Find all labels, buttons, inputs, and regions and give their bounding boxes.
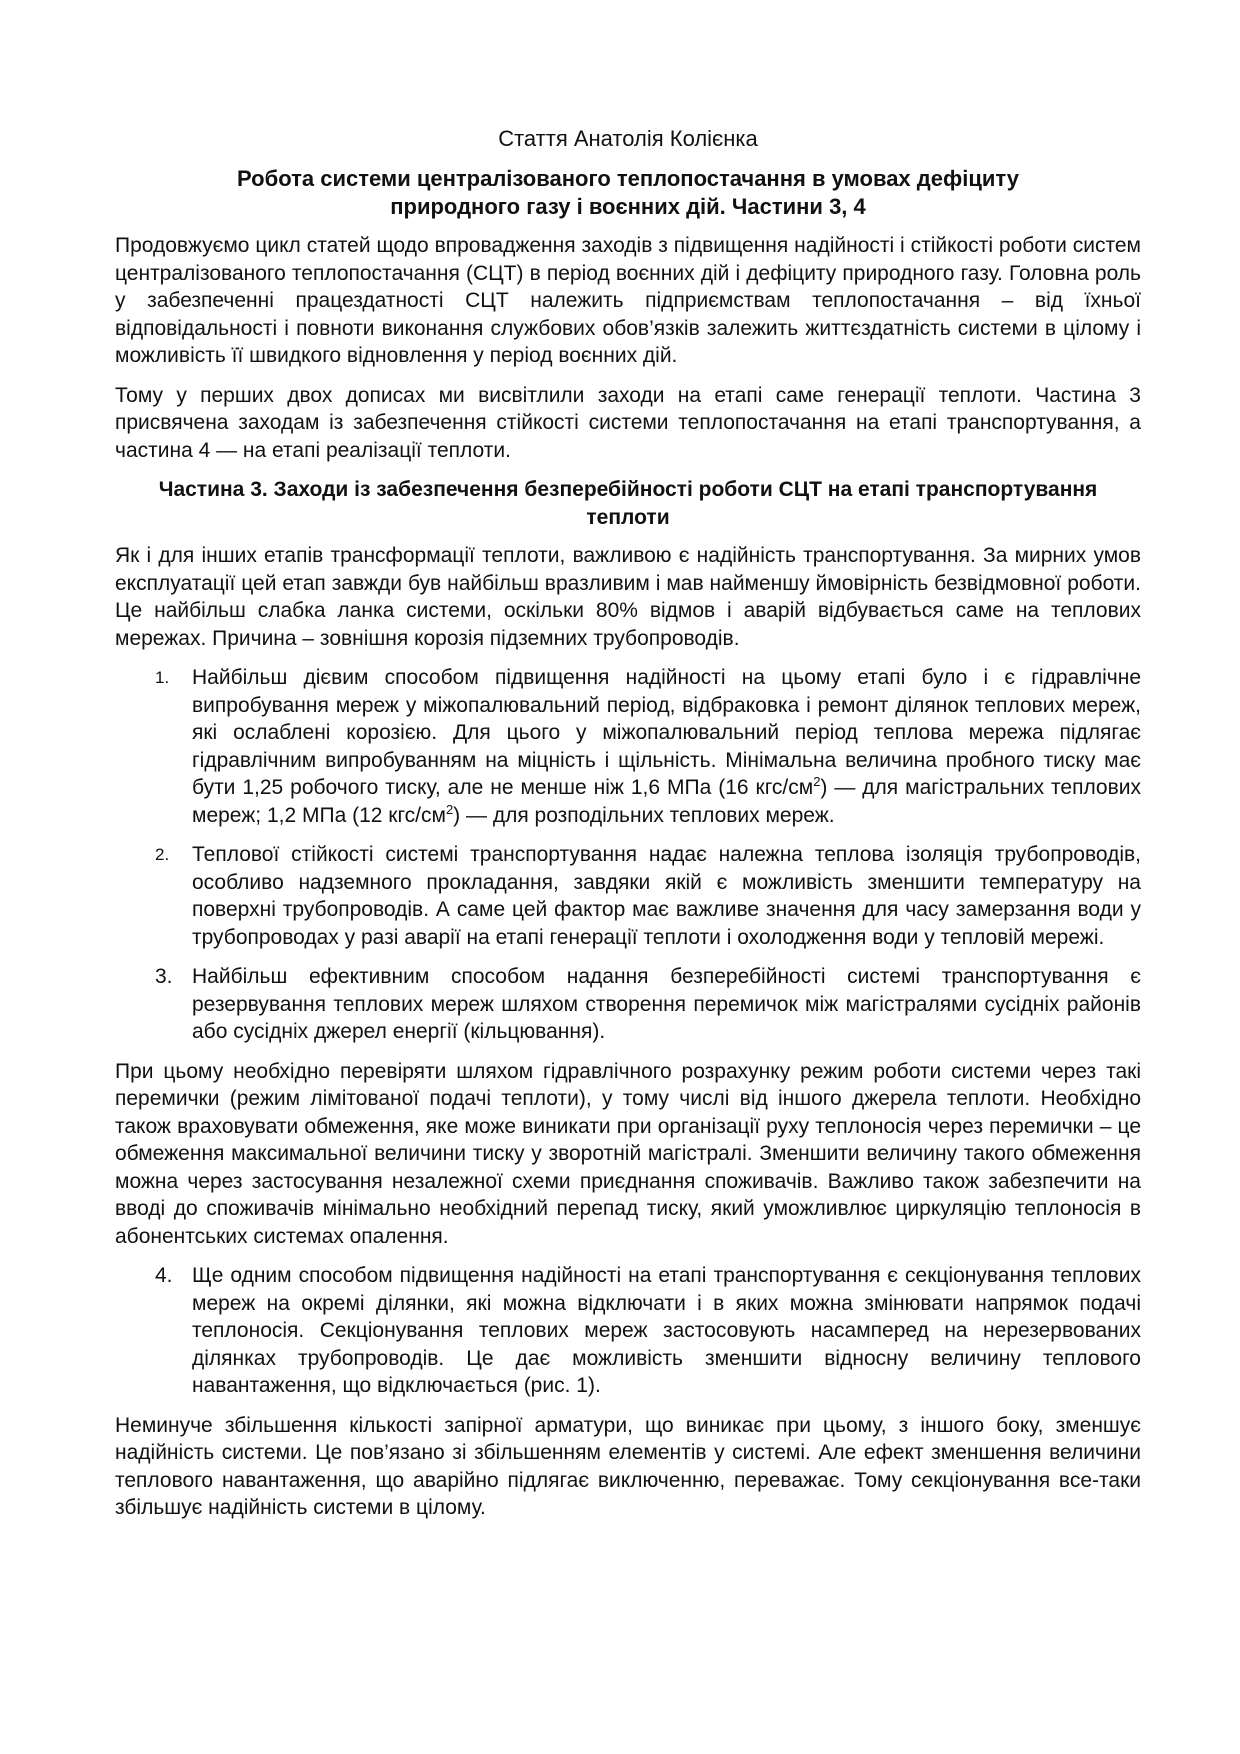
article-title-line-1: Робота системи централізованого теплопостачання в умовах дефіциту bbox=[237, 166, 1019, 191]
list-item-number: 3. bbox=[155, 965, 173, 988]
list-item-number: 4. bbox=[155, 1264, 173, 1287]
superscript: 2 bbox=[445, 801, 454, 817]
list-item-number: 1. bbox=[155, 668, 170, 687]
measures-list-b bbox=[115, 1262, 1141, 1400]
section-3-heading bbox=[115, 476, 1141, 531]
list-item-number: 2. bbox=[155, 845, 170, 864]
section-3-heading-line-2: теплоти bbox=[586, 505, 670, 529]
list-item bbox=[115, 1262, 1141, 1400]
section-3-paragraph-2: При цьому необхідно перевіряти шляхом гідравлічного розрахунку режим роботи системи через такі перемички (режим лімітованої подачі теплоти), у тому числі від іншого джерела теплоти. Необхідно також враховувати обмеження, яке може виникати при організації руху теплоносія через перемички – це обмеження максимальної величини тиску у зворотній магістралі. Зменшити величину такого обмеження можна через застосування незалежної схеми приєднання споживачів. Важливо також забезпечити на вводі до споживачів мінімально необхідний перепад тиску, який уможливлює циркуляцію теплоносія в абонентських системах опалення. bbox=[115, 1059, 1141, 1248]
list-item bbox=[115, 963, 1141, 1046]
list-item-text-part: ) — для розподільних теплових мереж. bbox=[453, 803, 835, 827]
list-item-text: Найбільш ефективним способом надання безперебійності системі транспортування є резервування теплових мереж шляхом створення перемичок між магістралями сусідніх районів або сусідніх джерел енергії (кільцювання). bbox=[192, 965, 1141, 1043]
list-item-text-part: Найбільш дієвим способом підвищення надійності на цьому етапі було і є гідравлічне випробування мереж у міжопалювальний період, відбраковка і ремонт ділянок теплових мереж, які ослаблені корозією. Для цього у міжопалювальний період теплова мережа підлягає гідравлічним випробуванням на міцність і щільність. Мінімальна величина пробного тиску має бути 1,25 робочого тиску, але не менше ніж 1,6 МПа (16 кгс/см bbox=[192, 666, 1141, 799]
list-item-text: Теплової стійкості системі транспортування надає належна теплова ізоляція трубопроводів, особливо надземного прокладання, завдяки якій є можливість зменшити температуру на поверхні трубопроводів. А саме цей фактор має важливе значення для часу замерзання води у трубопроводах у разі аварії на етапі генерації теплоти і охолодження води у тепловій мережі. bbox=[192, 843, 1141, 949]
section-3-heading-line-1: Частина 3. Заходи із забезпечення безперебійності роботи СЦТ на етапі транспортування bbox=[158, 478, 1098, 501]
list-item-text: Ще одним способом підвищення надійності на етапі транспортування є секціонування теплових мереж на окремі ділянки, які можна відключати і в яких можна змінювати напрямок подачі теплоносія. Секціонування теплових мереж застосовують насамперед на нерезервованих ділянках трубопроводів. Це дає можливість зменшити відносну величину теплового навантаження, що відключається (рис. 1). bbox=[192, 1264, 1141, 1397]
article-title-line-2: природного газу і воєнних дій. Частини 3, 4 bbox=[390, 194, 866, 219]
superscript: 2 bbox=[813, 774, 821, 789]
article-author: Стаття Анатолія Колієнка bbox=[498, 126, 758, 151]
list-item-text bbox=[192, 666, 1141, 827]
section-3-paragraph-1: Як і для інших етапів трансформації теплоти, важливою є надійність транспортування. За мирних умов експлуатації цей етап завжди був найбільш вразливим і мав найменшу ймовірність безвідмовної роботи. Це найбільш слабка ланка системи, оскільки 80% відмов і аварій відбувається саме на теплових мережах. Причина – зовнішня корозія підземних трубопроводів. bbox=[115, 544, 1141, 650]
measures-list-a bbox=[115, 664, 1141, 1046]
intro-paragraph-2: Тому у перших двох дописах ми висвітлили заходи на етапі саме генерації теплоти. Частина 3 присвячена заходам із забезпечення стійкості системи теплопостачання на етапі транспортування, а частина 4 — на етапі реалізації теплоти. bbox=[115, 383, 1141, 462]
list-item-text-part: ) — для магістральних теплових мереж; 1,2 МПа (12 кгс/см bbox=[192, 776, 1141, 827]
intro-paragraph-1: Продовжуємо цикл статей щодо впровадження заходів з підвищення надійності і стійкості роботи систем централізованого теплопостачання (СЦТ) в період воєнних дій і дефіциту природного газу. Головна роль у забезпеченні працездатності СЦТ належить підприємствам теплопостачання – від їхньої відповідальності і повноти виконання службових обов’язків залежить життєздатність системи в цілому і можливість її швидкого відновлення у період воєнних дій. bbox=[115, 234, 1141, 367]
article-body bbox=[115, 125, 1141, 1534]
article-title bbox=[115, 165, 1141, 221]
list-item bbox=[115, 841, 1141, 951]
list-item bbox=[115, 664, 1141, 829]
section-3-paragraph-3: Неминуче збільшення кількості запірної арматури, що виникає при цьому, з іншого боку, зменшує надійність системи. Це пов’язано зі збільшенням елементів у системі. Але ефект зменшення величини теплового навантаження, що аварійно підлягає виключенню, переважає. Тому секціонування все-таки збільшує надійність системи в цілому. bbox=[115, 1413, 1141, 1519]
